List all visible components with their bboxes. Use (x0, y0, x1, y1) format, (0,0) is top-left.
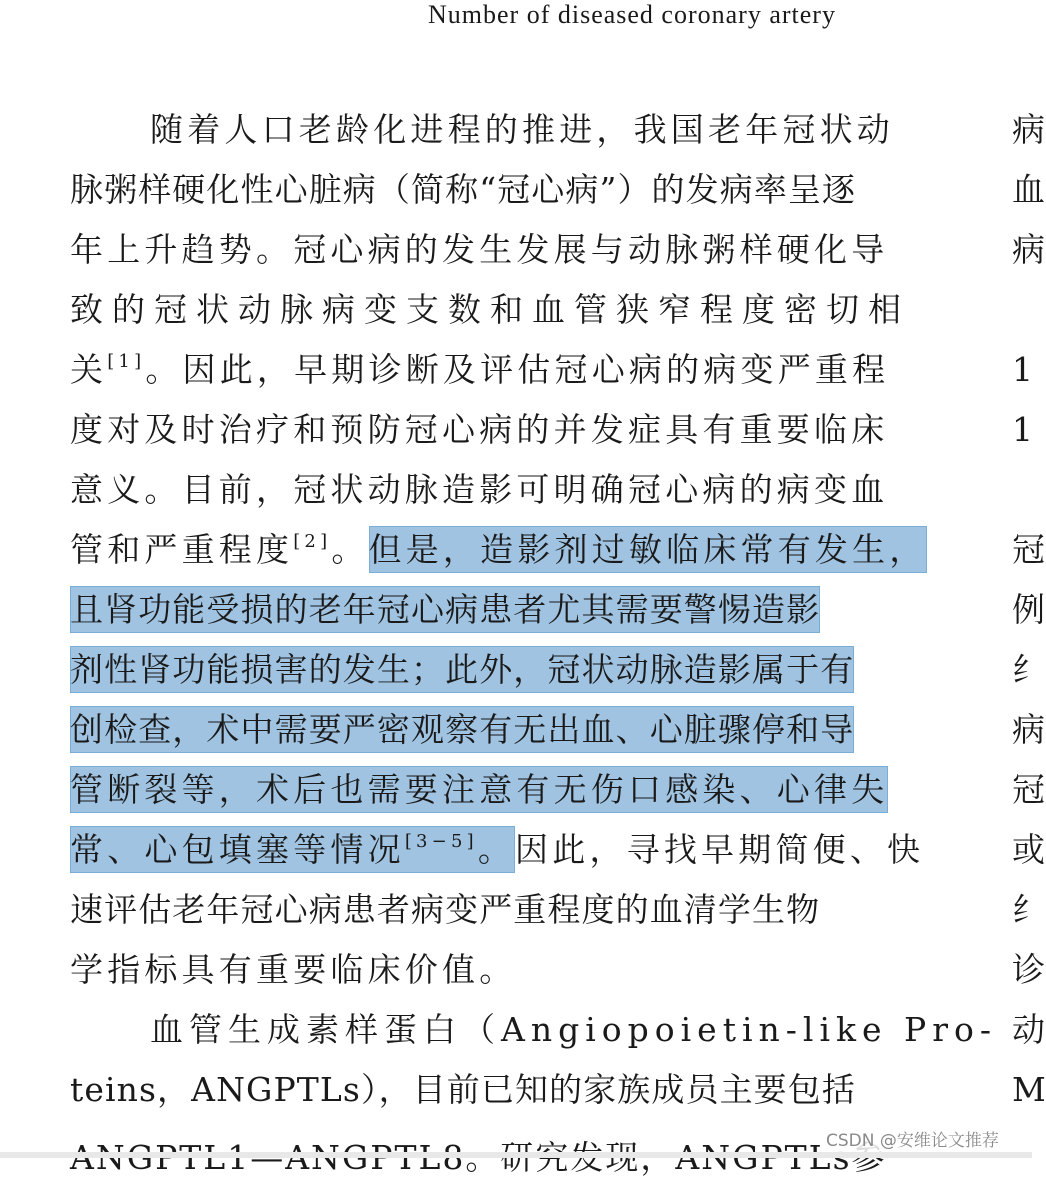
text-selection[interactable]: 管断裂等，术后也需要注意有无伤口感染、心律失 (70, 766, 888, 813)
column-char: 纟 (1012, 650, 1045, 689)
column-char: 1 (1012, 410, 1033, 449)
column-char: 诊 (1012, 950, 1045, 989)
text-line: 意义。目前，冠状动脉造影可明确冠心病的病变血 (70, 470, 889, 509)
text-selection[interactable] (70, 826, 515, 873)
column-char: 例 (1012, 590, 1045, 629)
running-header: Number of diseased coronary artery (428, 0, 836, 29)
text-span: 常、心包填塞等情况 (70, 830, 405, 869)
text-span: 关 (70, 350, 108, 389)
watermark: CSDN @安维论文推荐 (822, 1124, 1003, 1153)
text-span: 。因此，早期诊断及评估冠心病的病变严重程 (145, 350, 890, 389)
column-char: 血 (1012, 170, 1045, 209)
text-line: 致的冠状动脉病变支数和血管狭窄程度密切相 (70, 290, 910, 329)
column-char: 动 (1012, 1010, 1045, 1049)
text-span: 。 (331, 530, 369, 569)
text-line (70, 580, 940, 640)
text-line: 度对及时治疗和预防冠心病的并发症具有重要临床 (70, 410, 889, 449)
text-line: 年上升趋势。冠心病的发生发展与动脉粥样硬化导 (70, 230, 889, 269)
text-line (70, 520, 940, 580)
text-line: 随着人口老龄化进程的推进，我国老年冠状动 (150, 110, 894, 149)
text-selection[interactable]: 且肾功能受损的老年冠心病患者尤其需要警惕造影 (70, 586, 820, 633)
text-line: 学指标具有重要临床价值。 (70, 950, 517, 989)
text-selection[interactable]: 剂性肾功能损害的发生；此外，冠状动脉造影属于有 (70, 646, 854, 693)
page-edge-bar (0, 1152, 1032, 1158)
text-span: 管和严重程度 (70, 530, 294, 569)
text-selection[interactable]: 创检查，术中需要严密观察有无出血、心脏骤停和导 (70, 706, 854, 753)
reference-marker[interactable]: [3−5] (404, 831, 478, 852)
text-span: 。 (477, 830, 516, 869)
column-char: 或 (1012, 830, 1045, 869)
clipped-text-line (70, 1128, 887, 1188)
column-char: 病 (1012, 110, 1045, 149)
text-line: 脉粥样硬化性心脏病（简称“冠心病”）的发病率呈逐 (70, 170, 857, 209)
text-span: 因此，寻找早期简便、快 (515, 830, 925, 869)
column-char: 病 (1012, 230, 1045, 269)
column-char: M (1012, 1070, 1046, 1109)
column-char: 冠 (1012, 530, 1045, 569)
column-char: 冠 (1012, 770, 1045, 809)
text-line (70, 760, 940, 820)
column-char: 病 (1012, 710, 1045, 749)
text-line (70, 640, 940, 700)
text-selection[interactable]: 但是，造影剂过敏临床常有发生， (369, 526, 927, 573)
reference-marker[interactable]: [1] (107, 351, 146, 372)
text-line (70, 340, 940, 400)
column-char: 1 (1012, 350, 1033, 389)
text-line: 血管生成素样蛋白（Angiopoietin-like Pro- (150, 1010, 998, 1049)
column-char: 纟 (1012, 890, 1045, 929)
reference-marker[interactable]: [2] (293, 531, 332, 552)
text-line (70, 820, 940, 880)
text-line: teins，ANGPTLs），目前已知的家族成员主要包括 (70, 1070, 856, 1109)
main-text-column (70, 100, 998, 1120)
text-line: 速评估老年冠心病患者病变严重程度的血清学生物 (70, 890, 821, 929)
text-line (70, 700, 940, 760)
